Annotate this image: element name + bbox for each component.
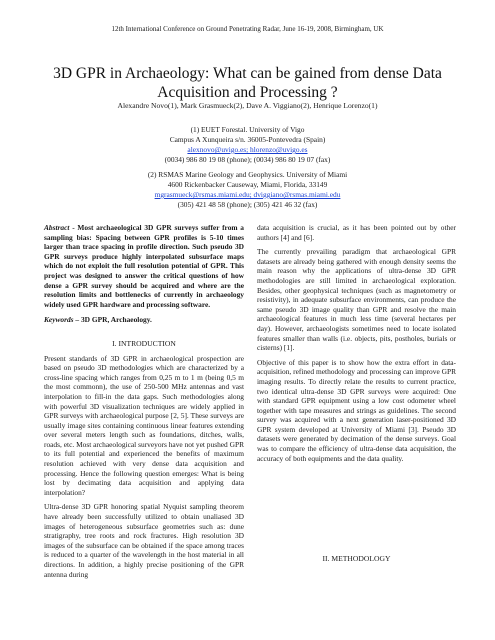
left-column (44, 223, 244, 584)
affiliation-1-address: Campus A Xunqueira s/n. 36005-Pontevedra (Spain) (169, 135, 326, 144)
keywords-lead: Keywords (44, 315, 74, 325)
keywords (44, 315, 244, 325)
affiliation-2-institution: (2) RSMAS Marine Geology and Geophysics. University of Miami (147, 170, 348, 179)
keywords-text: – 3D GPR, Archaeology. (73, 315, 152, 325)
introduction-paragraph-1: Present standards of 3D GPR in archaeological prospection are based on pseudo 3D methodologies which are characterized by a cross-line spacing which ranges from 0,25 m to 1 m (being 0,5 m the most commonn), the use of 250-500 MHz antennas and vast interpolation to fill-in the data gaps. Such methodologies along with powerful 3D visualization techniques are widely applied in GPR surveys with archaeological purpose [2, 5]. These surveys are usually image sites containing continuous linear features extending over several meters length such as foundations, ditches, walls, roads, etc. Most archaeological surveyors have not yet pushed GPR to its full potential and experienced the benefits of maximum resolution achieved with very dense data acquisition and processing. Hence the following question emerges: What is being lost by decimating data acquisition and applying data interpolation? (44, 353, 244, 497)
right-paragraph-1: data acquisition is crucial, as it has been pointed out by other authors [4] and [6]. (257, 223, 456, 242)
right-column (257, 223, 456, 468)
affiliation-1-phone: (0034) 986 80 19 08 (phone); (0034) 986 80 19 07 (fax) (164, 155, 331, 164)
introduction-paragraph-2: Ultra-dense 3D GPR honoring spatial Nyquist sampling theorem have already been successfully utilized to obtain unaliased 3D images of heterogeneous subsurface geometries such as: dune stratigraphy, tree roots and rock fractures. High resolution 3D images of the subsurface can be obtained if the space among traces is reduced to a quarter of the wavelength in the host material in all directions. In addition, a highly precise positioning of the GPR antenna during (44, 502, 244, 579)
affiliation-2-emails[interactable]: mgrasmueck@rsmas.miami.edu; dviggiano@rsmas.miami.edu (154, 190, 341, 199)
affiliation-2-address: 4600 Rickenbacker Causeway, Miami, Florida, 33149 (167, 180, 328, 189)
author-list: Alexandre Novo(1), Mark Grasmueck(2), Dave A. Viggiano(2), Henrique Lorenzo(1) (117, 101, 378, 110)
affiliation-1-emails[interactable]: alexnovo@uvigo.es; hlorenzo@uvigo.es (187, 145, 308, 154)
paper-title: 3D GPR in Archaeology: What can be gained from dense Data Acquisition and Processing ? (53, 65, 442, 101)
affiliation-2-phone: (305) 421 48 58 (phone); (305) 421 46 32 (fax) (177, 200, 318, 209)
right-paragraph-3: Objective of this paper is to show how the extra effort in data-acquisition, refined methodology and processing can improve GPR imaging results. To directly relate the results to current practice, two identical ultra-dense 3D GPR surveys were acquired: One with standard GPR equipment using a low cost odometer wheel together with tape measures and strings as guidelines. The second survey was acquired with a next generation laser-positioned 3D GPR system developed at University of Miami [3]. Pseudo 3D datasets were generated by decimation of the dense surveys. Goal was to compare the efficiency of ultra-dense data acquisition, the accuracy of both equipments and the data quality. (257, 357, 456, 463)
abstract-text: - Most archaeological 3D GPR surveys suffer from a sampling bias: Spacing between GPR profiles is 5-10 times larger than trace spacing in profile direction. Such pseudo 3D GPR surveys produce highly interpolated subsurface maps which do not exploit the full resolution potential of GPR. This project was designed to answer the critical questions of how dense a GPR survey should be acquired and where are the resolution limits and bottlenecks of currently in archaeology widely used GPR hardware and processing software. (44, 223, 244, 309)
right-paragraph-2: The currently prevailing paradigm that archaeological GPR datasets are already being gathered with enough density seems the main reason why the applications of ultra-dense 3D GPR methodologies are still limited in archaeological exploration. Besides, other geophysical techniques (such as magnetometry or resistivity), in adequate subsurface environments, can produce the same pseudo 3D image quality than GPR and resolve the main archaeological features in much less time (several hectares per day). However, archaeologists sometimes need to locate isolated features smaller than walls (i.e. objects, pits, postholes, burials or cisterns) [1]. (257, 247, 456, 353)
abstract (44, 223, 244, 309)
section-heading-introduction: I. INTRODUCTION (112, 338, 176, 348)
affiliation-1 (60, 125, 435, 165)
section-heading-methodology: II. METHODOLOGY (322, 554, 391, 563)
affiliation-1-institution: (1) EUET Forestal. University of Vigo (190, 125, 305, 134)
affiliation-2 (60, 170, 435, 210)
conference-header: 12th International Conference on Ground Penetrating Radar, June 16-19, 2008, Birmingham, UK (111, 25, 384, 33)
abstract-lead: Abstract (44, 223, 70, 232)
